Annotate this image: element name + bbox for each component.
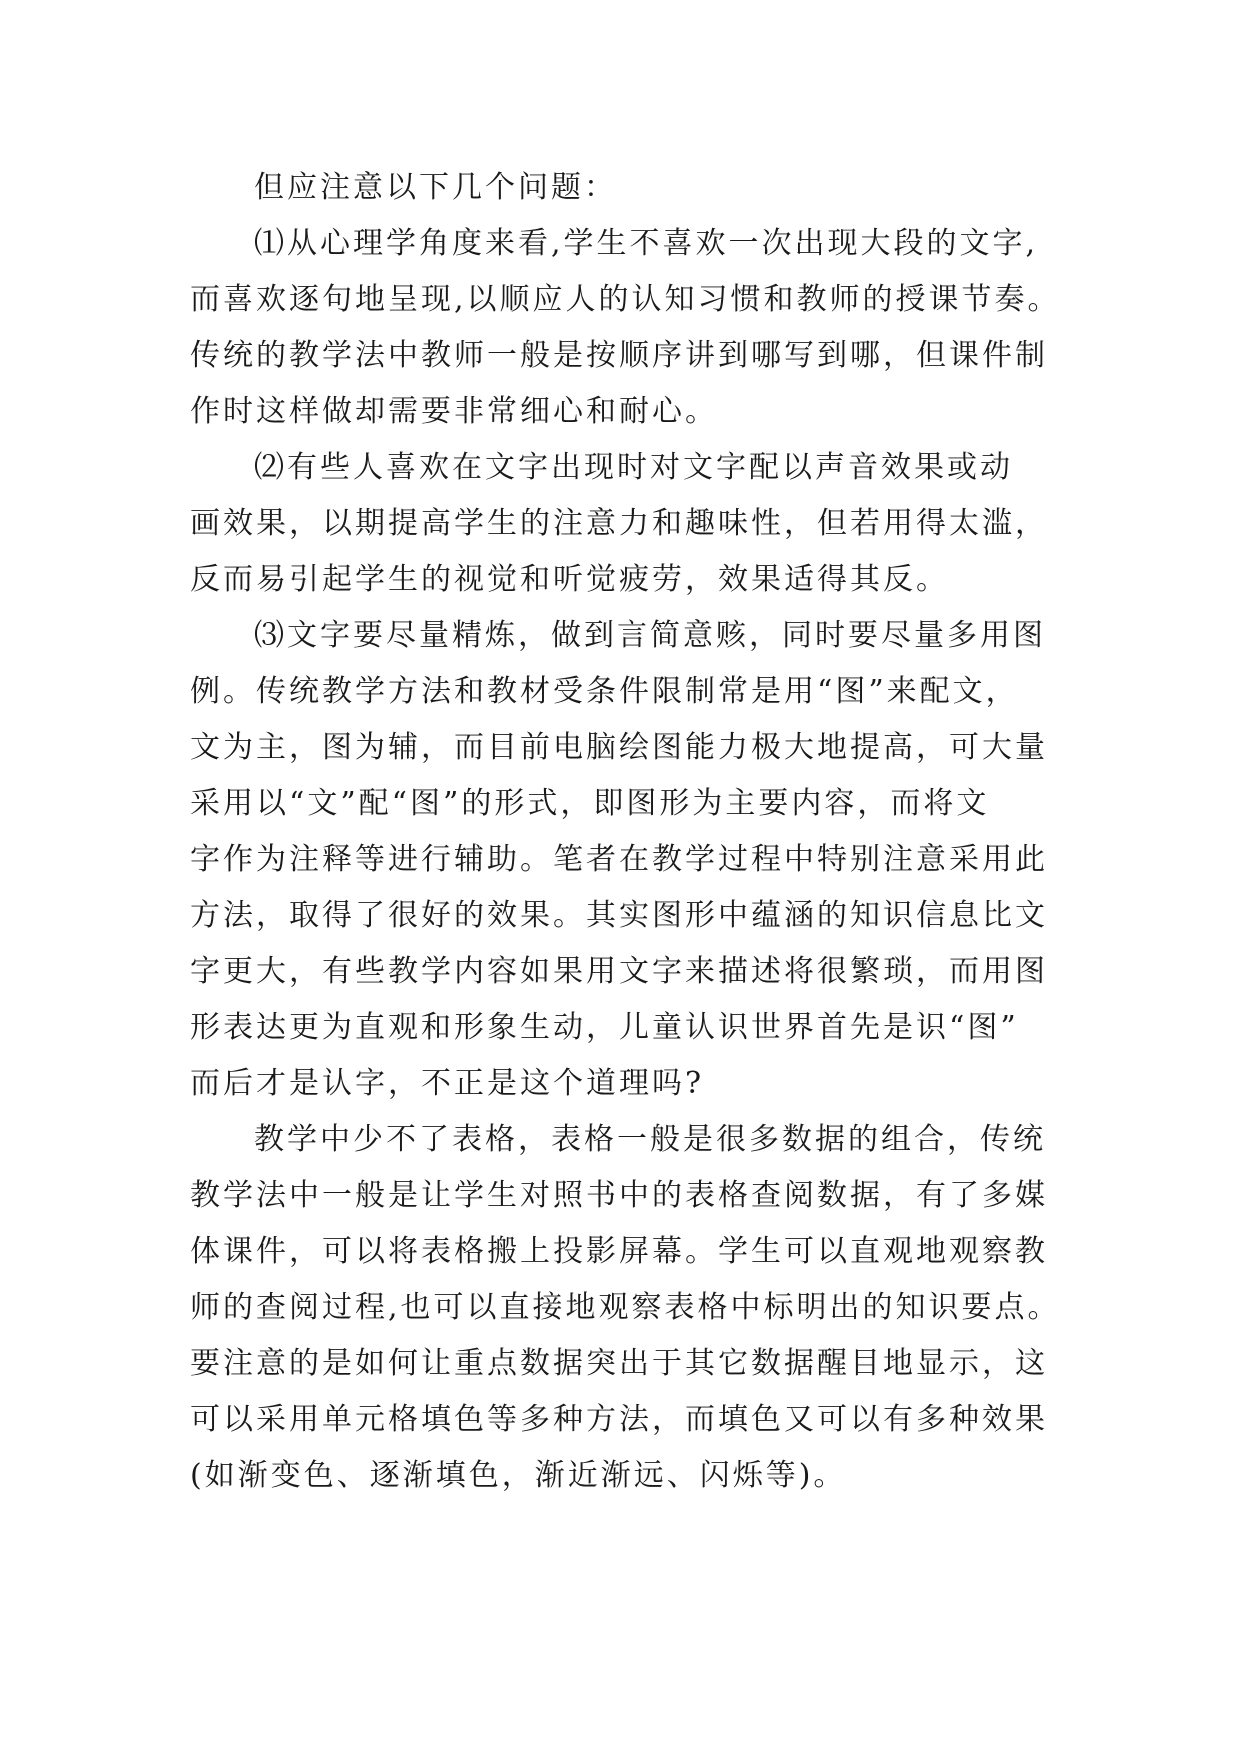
document-body: [190, 160, 1090, 1504]
table-paragraph-line: 教学中少不了表格，表格一般是很多数据的组合，传统: [254, 1122, 1046, 1157]
point-3-line: 字更大，有些教学内容如果用文字来描述将很繁琐，而用图: [190, 954, 1048, 989]
point-3-line: 字作为注释等进行辅助。笔者在教学过程中特别注意采用此: [190, 842, 1048, 877]
point-3-line: 文为主，图为辅，而目前电脑绘图能力极大地提高，可大量: [190, 730, 1048, 765]
point-3-line: 例。传统教学方法和教材受条件限制常是用“图”来配文，: [190, 674, 1019, 709]
point-1-line: 而喜欢逐句地呈现,以顺应人的认知习惯和教师的授课节奏。: [190, 282, 1061, 317]
point-3-line: 而后才是认字，不正是这个道理吗?: [190, 1066, 705, 1101]
table-paragraph-line: (如渐变色、逐渐填色，渐近渐远、闪烁等)。: [190, 1458, 847, 1493]
table-paragraph-line: 要注意的是如何让重点数据突出于其它数据醒目地显示，这: [190, 1346, 1048, 1381]
point-2-line: ⑵有些人喜欢在文字出现时对文字配以声音效果或动: [254, 450, 1013, 485]
point-1-line: ⑴从心理学角度来看,学生不喜欢一次出现大段的文字,: [254, 226, 1039, 261]
point-2-line: 反而易引起学生的视觉和听觉疲劳，效果适得其反。: [190, 562, 949, 597]
point-2-line: 画效果，以期提高学生的注意力和趣味性，但若用得太滥，: [190, 506, 1048, 541]
point-1-line: 作时这样做却需要非常细心和耐心。: [190, 394, 718, 429]
point-3-line: ⑶文字要尽量精炼，做到言简意赅，同时要尽量多用图: [254, 618, 1046, 653]
point-3-line: 形表达更为直观和形象生动，儿童认识世界首先是识“图”: [190, 1010, 1019, 1045]
table-paragraph-line: 体课件，可以将表格搬上投影屏幕。学生可以直观地观察教: [190, 1234, 1048, 1269]
paragraph-intro-line: 但应注意以下几个问题：: [254, 170, 617, 205]
point-3-line: 方法，取得了很好的效果。其实图形中蕴涵的知识信息比文: [190, 898, 1048, 933]
table-paragraph-line: 可以采用单元格填色等多种方法，而填色又可以有多种效果: [190, 1402, 1048, 1437]
point-3-line: 采用以“文”配“图”的形式，即图形为主要内容，而将文: [190, 786, 990, 821]
point-1-line: 传统的教学法中教师一般是按顺序讲到哪写到哪，但课件制: [190, 338, 1048, 373]
table-paragraph-line: 教学法中一般是让学生对照书中的表格查阅数据，有了多媒: [190, 1178, 1048, 1213]
table-paragraph-line: 师的查阅过程,也可以直接地观察表格中标明出的知识要点。: [190, 1290, 1061, 1325]
